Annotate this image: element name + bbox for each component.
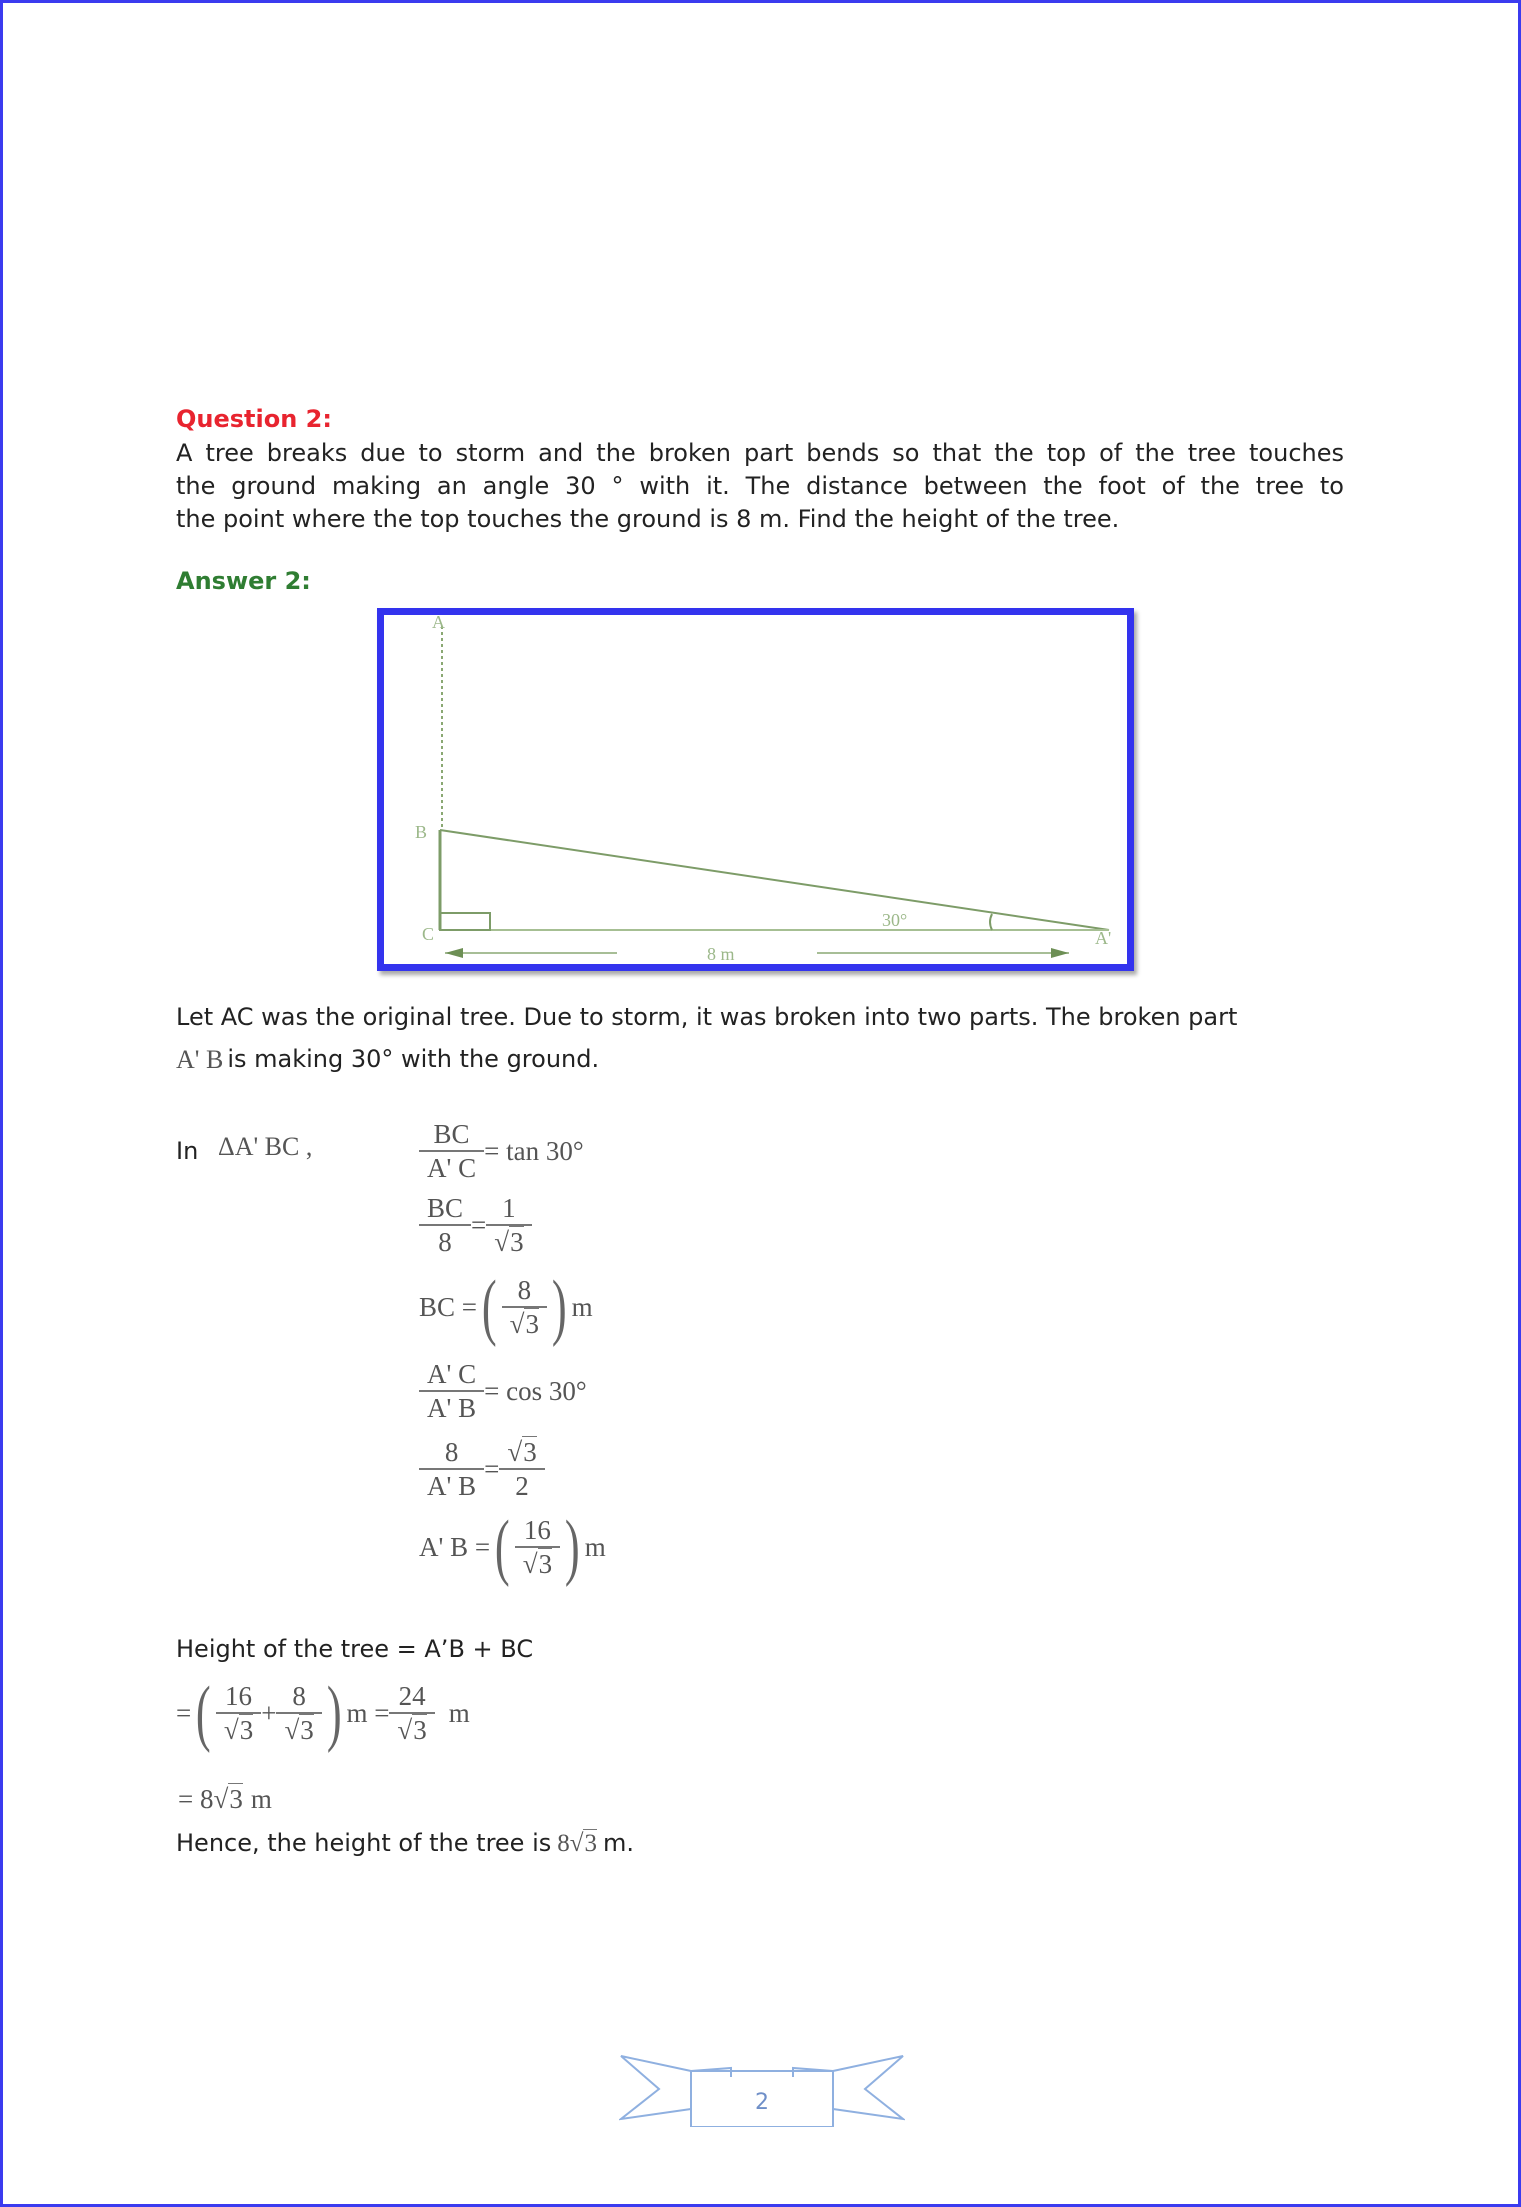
step6-unit: m (584, 1531, 606, 1562)
height-line: Height of the tree = A’B + BC (176, 1635, 534, 1663)
step5-rden: 2 (499, 1468, 544, 1500)
step-bc: BC = ( $\frac{8}{√3}$ ) m (419, 1266, 593, 1348)
conclusion-post: m. (602, 1829, 634, 1857)
sum-n2: 8 (292, 1680, 306, 1711)
step-tan (419, 1120, 584, 1183)
step4-den: A' B (419, 1390, 484, 1422)
step1-num: BC (433, 1119, 470, 1149)
arrow-head-right (1051, 948, 1069, 958)
result-eq: = 8 (178, 1784, 214, 1814)
question-heading: Question 2: (176, 405, 332, 433)
label-a-prime: A' (1095, 928, 1112, 948)
label-angle: 30° (882, 910, 908, 930)
step5-eq: = (484, 1453, 500, 1484)
step4-num: A' C (427, 1359, 477, 1389)
step2-den: 8 (419, 1224, 471, 1256)
explanation-line-2-text: is making 30° with the ground. (227, 1045, 600, 1073)
in-label: In (176, 1137, 199, 1165)
label-a: A (432, 612, 445, 632)
angle-arc (990, 914, 992, 930)
step6-num: 16 (523, 1514, 551, 1545)
step-cos (419, 1360, 587, 1423)
step2-rden: 3 (510, 1227, 524, 1258)
question-line-3: the point where the top touches the ground is 8 m. Find the height of the tree. (176, 505, 1120, 533)
step5-den: A' B (419, 1468, 484, 1500)
conclusion-rad: 3 (584, 1830, 597, 1857)
explanation-line-2 (176, 1043, 599, 1076)
sum-d3: 3 (413, 1715, 427, 1745)
sum-d2: 3 (300, 1715, 314, 1745)
step2-eq: = (471, 1209, 487, 1240)
step-ratio-2: $\frac{8}{A' B}$ = $\frac{√3}{2}$ (419, 1438, 545, 1501)
conclusion: Hence, the height of the tree is 8 √3 m. (176, 1827, 634, 1860)
arrow-head-left (445, 948, 463, 958)
step5-rnum: 3 (523, 1437, 537, 1467)
label-b: B (415, 822, 428, 842)
label-distance: 8 m (707, 944, 735, 964)
sum-expression: = ( $\frac{16}{√3}$ + $\frac{8}{√3}$ ) m = $\frac{24}{√3}$ m (176, 1672, 470, 1754)
sum-d1: 3 (239, 1715, 254, 1745)
step-ratio: $\frac{BC}{8}$ = $\frac{1}{√3}$ (419, 1194, 532, 1257)
step3-num: 8 (517, 1274, 532, 1305)
sum-n1: 16 (225, 1680, 253, 1711)
page-number-ribbon (619, 2051, 905, 2127)
sum-eq: = (176, 1697, 192, 1728)
sum-unit-2: m (448, 1697, 470, 1728)
step2-num: BC (427, 1193, 464, 1223)
result-rad: 3 (229, 1784, 243, 1814)
explanation-line-1: Let AC was the original tree. Due to storm, it was broken into two parts. The broken part (176, 1003, 1238, 1031)
question-line-2: the ground making an angle 30 ° with it. The distance between the foot of the tree to (176, 472, 1344, 500)
step5-num: 8 (444, 1437, 459, 1467)
step1-rhs: = tan 30° (484, 1135, 584, 1166)
triangle-figure (377, 608, 1134, 971)
triangle-label: ΔA' BC , (218, 1132, 313, 1161)
sum-unit: m = (346, 1697, 390, 1728)
answer-heading: Answer 2: (176, 567, 311, 595)
conclusion-pre: Hence, the height of the tree is (176, 1829, 552, 1857)
step3-unit: m (571, 1291, 593, 1322)
sum-n3: 24 (398, 1680, 426, 1711)
step3-lhs: BC = (419, 1291, 477, 1322)
result-expression: = 8 √3 m (178, 1784, 272, 1814)
label-c: C (422, 924, 435, 944)
result-unit: m (250, 1784, 272, 1814)
right-angle-marker (440, 913, 490, 930)
step1-den: A' C (419, 1150, 484, 1182)
step3-den: 3 (525, 1309, 539, 1339)
step-ab: A' B = ( $\frac{16}{√3}$ ) m (419, 1506, 606, 1588)
ribbon-icon (619, 2051, 905, 2127)
tree-diagram (377, 608, 1134, 971)
step2-rnum: 1 (502, 1193, 516, 1223)
step4-rhs: = cos 30° (484, 1375, 587, 1406)
step6-lhs: A' B = (419, 1531, 491, 1562)
step6-den: 3 (538, 1549, 553, 1579)
question-line-1: A tree breaks due to storm and the broken part bends so that the top of the tree touches (176, 439, 1344, 467)
conclusion-val: 8 (557, 1830, 570, 1857)
broken-part-symbol: A' B (176, 1045, 224, 1074)
sum-plus: + (261, 1697, 277, 1728)
broken-part-line (440, 830, 1109, 930)
page-number: 2 (755, 2090, 769, 2115)
